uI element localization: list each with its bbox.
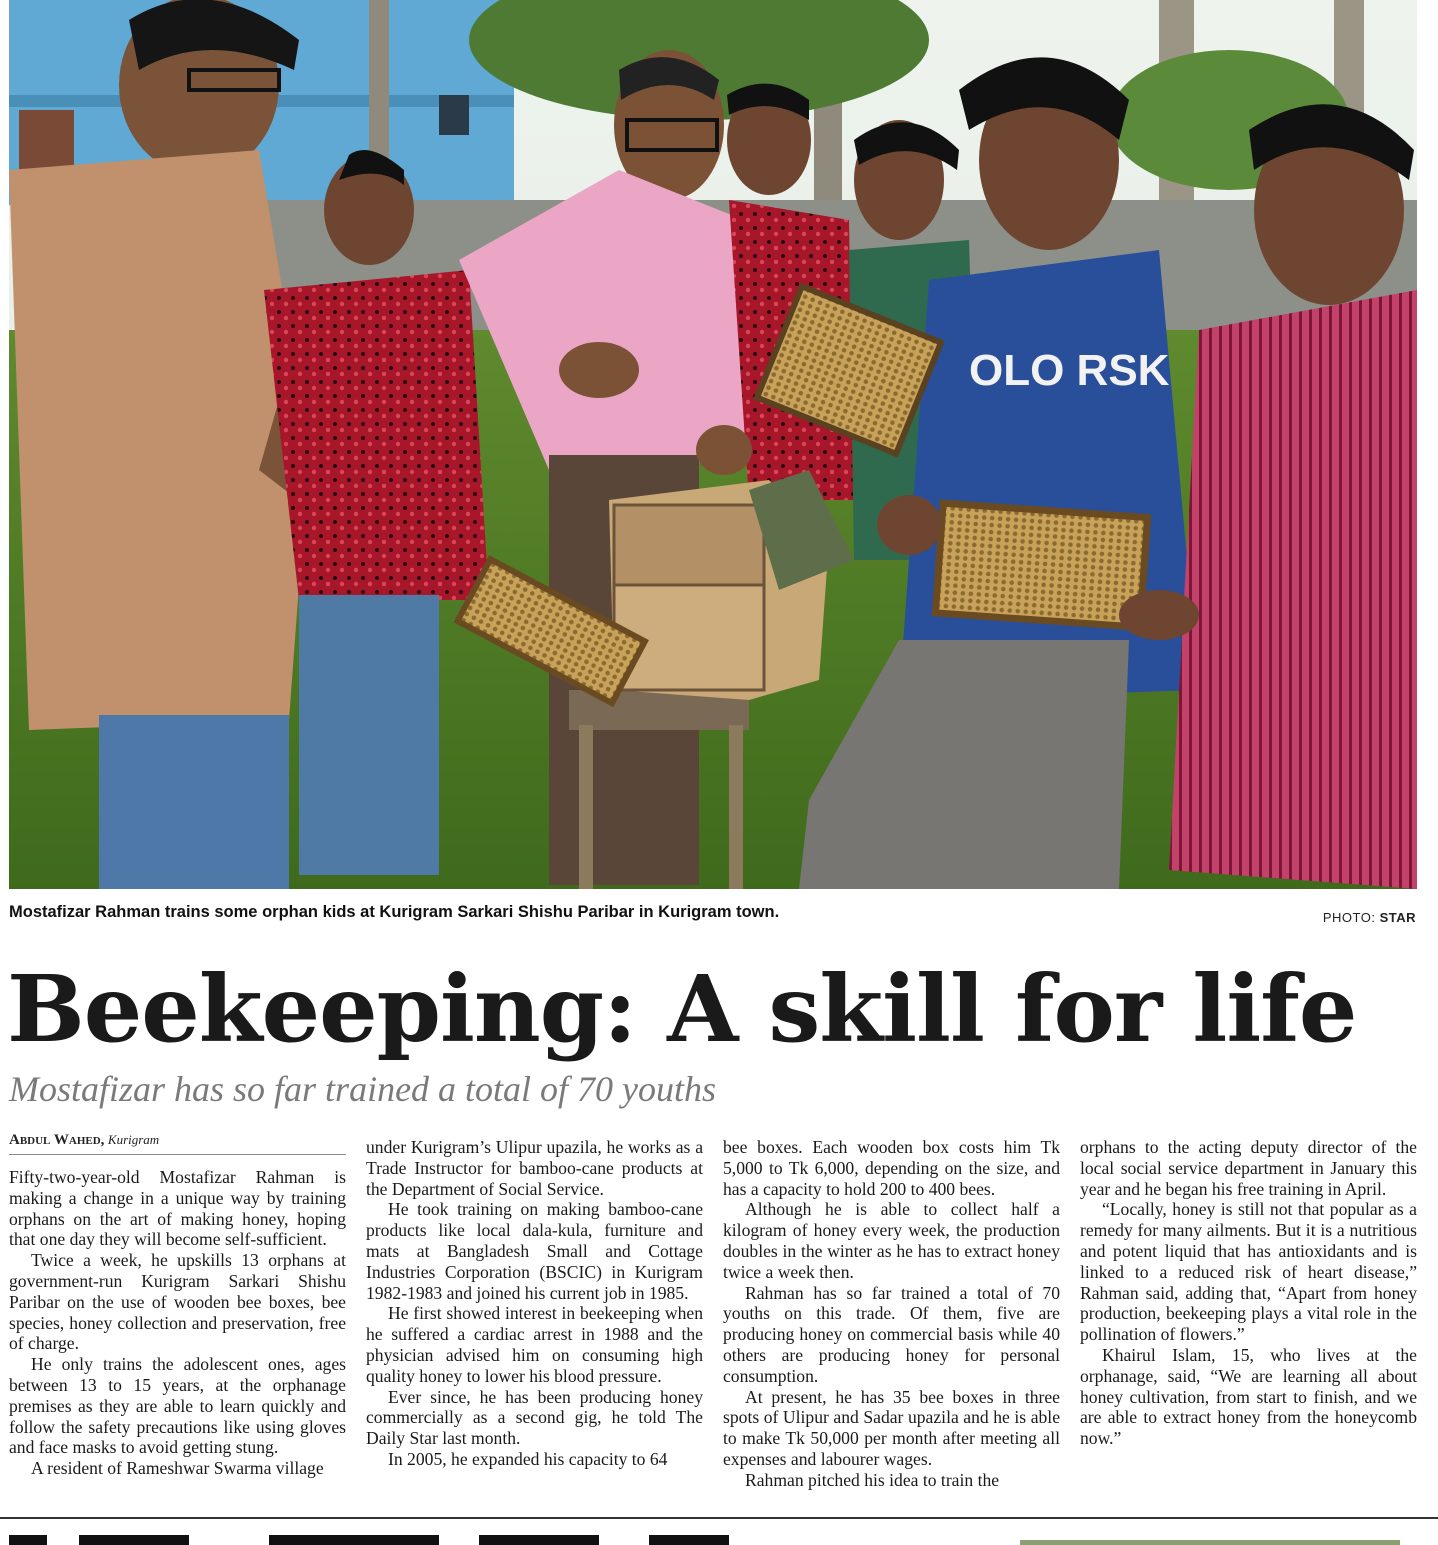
- article-column-1: [9, 1167, 346, 1479]
- article-photo: [9, 0, 1417, 889]
- byline-location: Kurigram: [107, 1132, 160, 1147]
- paragraph: Rahman pitched his idea to train the: [745, 1469, 1000, 1490]
- article-column-2: [366, 1137, 703, 1470]
- photo-credit-label: PHOTO:: [1322, 910, 1376, 925]
- paragraph: bee boxes. Each wooden box costs him Tk 5,000 to Tk 6,000, depending on the size, and has a capacity to hold 200 to 400 bees.: [723, 1137, 1060, 1199]
- paragraph: under Kurigram’s Ulipur upazila, he works as a Trade Instructor for bamboo-cane products at the Department of Social Service.: [366, 1137, 703, 1199]
- next-story-headline-cropped: [9, 1521, 769, 1545]
- article-headline: Beekeeping: A skill for life: [7, 955, 1357, 1063]
- paragraph: Twice a week, he upskills 13 orphans at government-run Kurigram Sarkari Shishu Paribar on the use of wooden bee boxes, bee species, honey collection and preservation, free of charge.: [9, 1250, 346, 1354]
- byline-author: Abdul Wahed,: [9, 1132, 105, 1148]
- paragraph: In 2005, he expanded his capacity to 64: [388, 1448, 668, 1469]
- article-subheadline: Mostafizar has so far trained a total of 70 youths: [9, 1069, 717, 1109]
- article-byline: [9, 1132, 159, 1149]
- paragraph: Although he is able to collect half a kilogram of honey every week, the production doubles in the winter as he has to extract honey twice a week then.: [723, 1199, 1060, 1282]
- paragraph: He only trains the adolescent ones, ages between 13 to 15 years, at the orphanage premises as they are able to learn quickly and follow the safety precautions like using gloves and face masks to avoid getting stung.: [9, 1354, 346, 1458]
- paragraph: Rahman has so far trained a total of 70 youths on this trade. Of them, five are producing honey on commercial basis while 40 others are producing honey for personal consumption.: [723, 1282, 1060, 1386]
- article-column-4: [1080, 1137, 1417, 1449]
- paragraph: At present, he has 35 bee boxes in three spots of Ulipur and Sadar upazila and he is able to make Tk 50,000 per month after meeting all expenses and labourer wages.: [723, 1386, 1060, 1469]
- paragraph: A resident of Rameshwar Swarma village: [31, 1458, 324, 1479]
- page-section-divider: [0, 1517, 1438, 1519]
- photo-credit: [1323, 910, 1416, 925]
- paragraph: Khairul Islam, 15, who lives at the orphanage, said, “We are learning all about honey cultivation, from start to finish, and we are able to extract honey from the honeycomb now.”: [1080, 1344, 1417, 1449]
- photo-caption: Mostafizar Rahman trains some orphan kids at Kurigram Sarkari Shishu Paribar in Kurigram town.: [9, 903, 780, 921]
- next-story-photo-cropped: [1020, 1540, 1400, 1545]
- article-column-3: [723, 1137, 1060, 1491]
- paragraph: orphans to the acting deputy director of the local social service department in January this year and he began his free training in April.: [1080, 1137, 1417, 1199]
- paragraph: He took training on making bamboo-cane products like local dala-kula, furniture and mats at Bangladesh Small and Cottage Industries Corporation (BSCIC) in Kurigram 1982-1983 and joined his current job in 1985.: [366, 1199, 703, 1303]
- photo-credit-source: STAR: [1379, 910, 1416, 925]
- byline-divider: [9, 1154, 346, 1155]
- shirt-print-text: OLO RSK: [969, 346, 1170, 395]
- paragraph: He first showed interest in beekeeping when he suffered a cardiac arrest in 1988 and the physician advised him on consuming high quality honey to lower his blood pressure.: [366, 1303, 703, 1386]
- paragraph: Fifty-two-year-old Mostafizar Rahman is making a change in a unique way by training orphans on the art of making honey, hoping that one day they will become self-sufficient.: [9, 1167, 346, 1250]
- paragraph: “Locally, honey is still not that popular as a remedy for many ailments. But it is a nutritious and potent liquid that has antioxidants and is linked to a reduced risk of heart disease,” Rahman said, adding that, “Apart from honey production, beekeeping plays a vital role in the pollination of flowers.”: [1080, 1199, 1417, 1345]
- paragraph: Ever since, he has been producing honey commercially as a second gig, he told The Daily Star last month.: [366, 1386, 703, 1449]
